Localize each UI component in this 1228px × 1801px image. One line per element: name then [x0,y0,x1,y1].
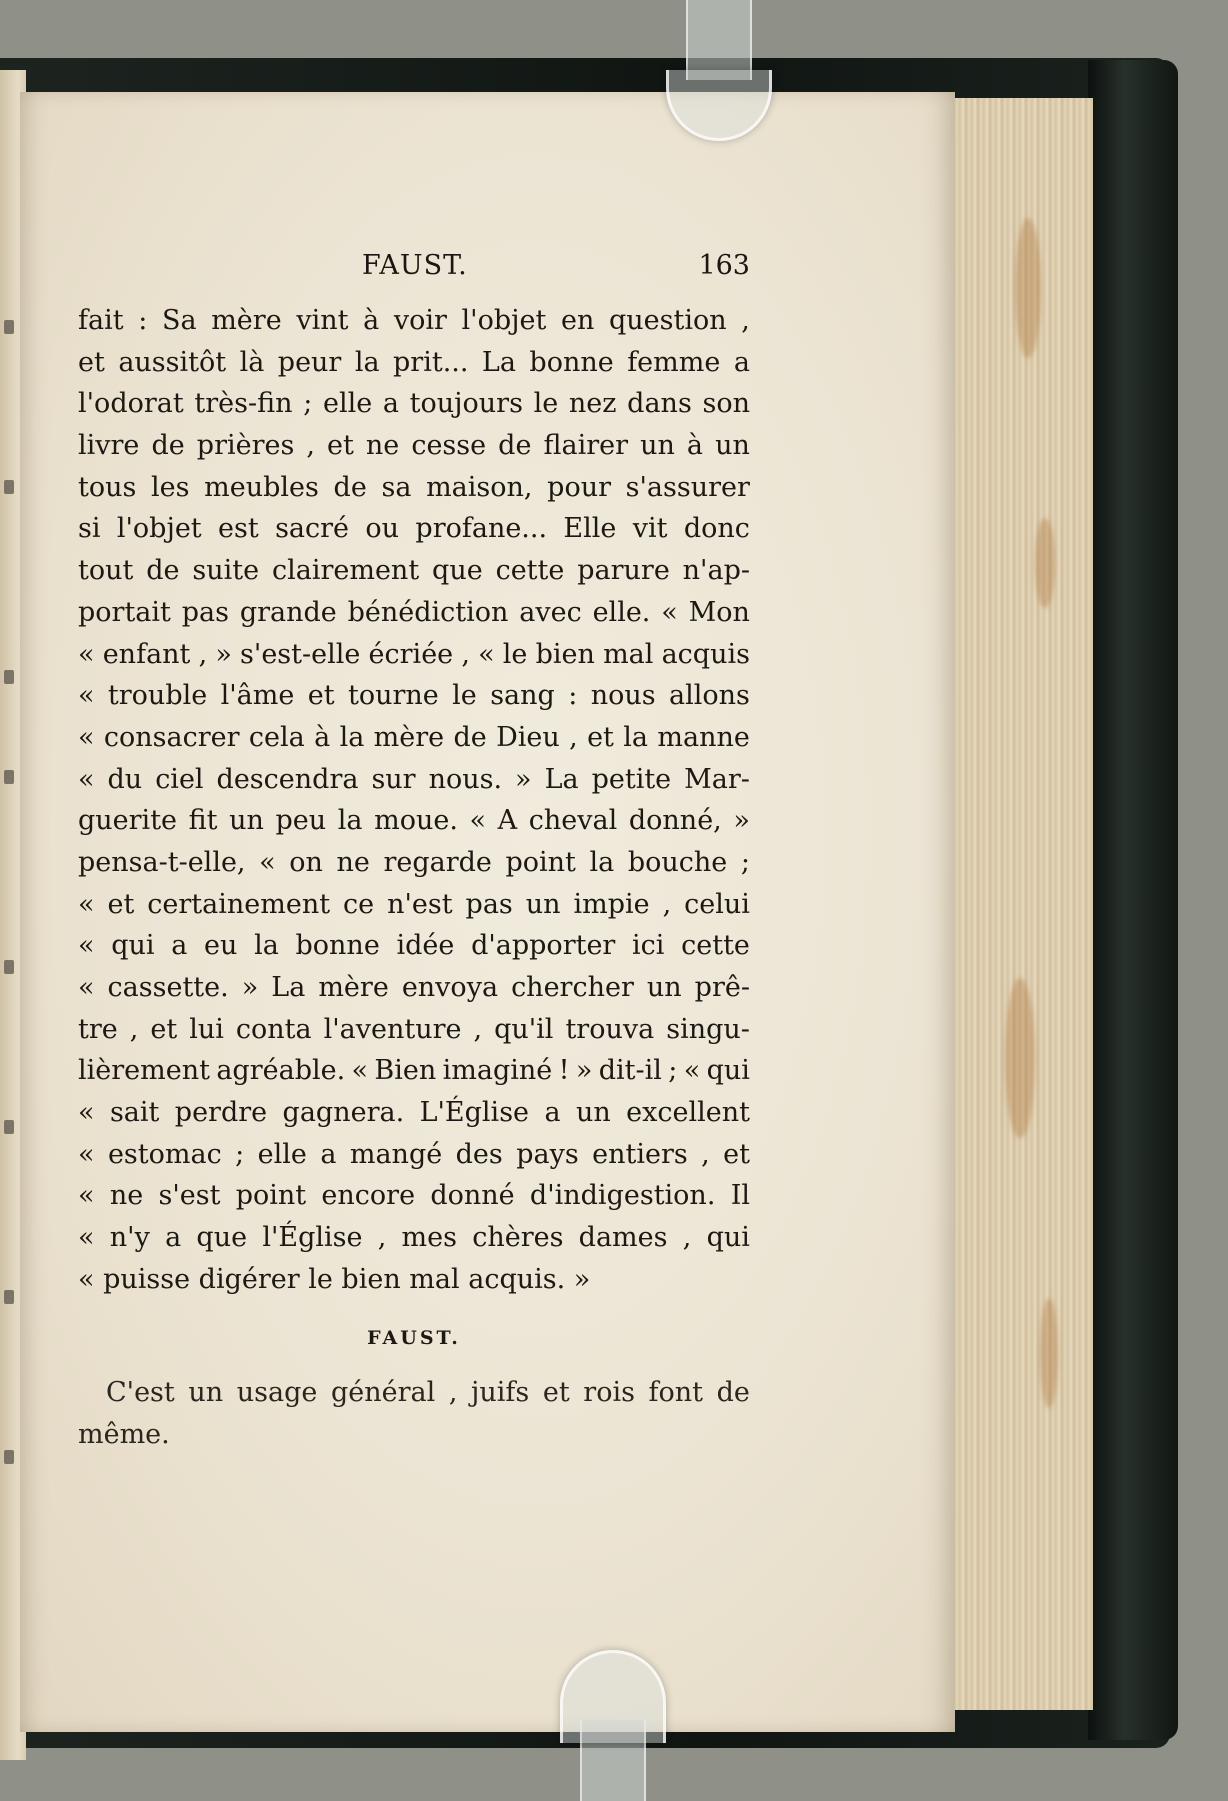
foxing-stain [1005,978,1035,1138]
page-number: 163 [698,250,750,281]
bleed-through-mark [4,320,14,334]
text-line: « et certainement ce n'est pas un impie , celui [78,888,750,920]
text-line: « enfant , » s'est-elle écriée , « le bien mal acquis [78,638,750,670]
clip-stem-top [686,0,752,80]
text-line: l'odorat très-fin ; elle a toujours le nez dans son [78,388,750,420]
bleed-through-mark [4,1450,14,1464]
running-head [78,250,750,286]
text-line: tous les meubles de sa maison, pour s'assurer [78,471,750,503]
text-line: « consacrer cela à la mère de Dieu , et la manne [78,721,750,753]
text-line: « cassette. » La mère envoya chercher un prê- [78,972,750,1003]
bleed-through-mark [4,1290,14,1304]
text-line: « n'y a que l'Église , mes chères dames , qui [78,1222,750,1254]
text-line: si l'objet est sacré ou profane... Elle vit donc [78,513,750,545]
running-head-title: FAUST. [362,250,468,281]
text-line: « ne s'est point encore donné d'indigestion. Il [78,1180,750,1212]
text-line: « trouble l'âme et tourne le sang : nous allons [78,680,750,712]
bleed-through-mark [4,960,14,974]
text-line: lièrement agréable. « Bien imaginé ! » dit-il ; « qui [78,1055,750,1087]
text-line: « estomac ; elle a mangé des pays entiers , et [78,1138,750,1170]
text-line: guerite fit un peu la moue. « A cheval donné, » [78,805,750,837]
speaker-heading: FAUST. [367,1327,461,1349]
text-line: portait pas grande bénédiction avec elle. « Mon [78,596,750,628]
text-line: « sait perdre gagnera. L'Église a un excellent [78,1097,750,1129]
text-line: fait : Sa mère vint à voir l'objet en question , [78,305,750,336]
text-line: livre de prières , et ne cesse de flairer un à un [78,430,750,462]
bleed-through-mark [4,770,14,784]
text-line: C'est un usage général , juifs et rois font de [106,1377,750,1408]
paragraph-1 [78,300,750,1301]
text-line: tout de suite clairement que cette parure n'ap- [78,555,750,587]
bleed-through-mark [4,670,14,684]
paragraph-2 [78,1372,750,1455]
text-line: et aussitôt là peur la prit... La bonne femme a [78,346,750,378]
foxing-stain [1040,1298,1058,1408]
text-line: « puisse digérer le bien mal acquis. » [78,1263,591,1295]
foxing-stain [1035,518,1055,608]
text-line: « du ciel descendra sur nous. » La petite Mar- [78,763,750,795]
text-line: tre , et lui conta l'aventure , qu'il trouva singu- [78,1013,750,1045]
bleed-through-mark [4,1120,14,1134]
book-cover-edge [1088,60,1178,1740]
text-line: pensa-t-elle, « on ne regarde point la bouche ; [78,846,750,878]
foxing-stain [1015,218,1041,358]
text-line: « qui a eu la bonne idée d'apporter ici cette [78,930,750,962]
bleed-through-mark [4,480,14,494]
page-stack-edge [945,98,1093,1710]
text-line: même. [78,1418,170,1450]
